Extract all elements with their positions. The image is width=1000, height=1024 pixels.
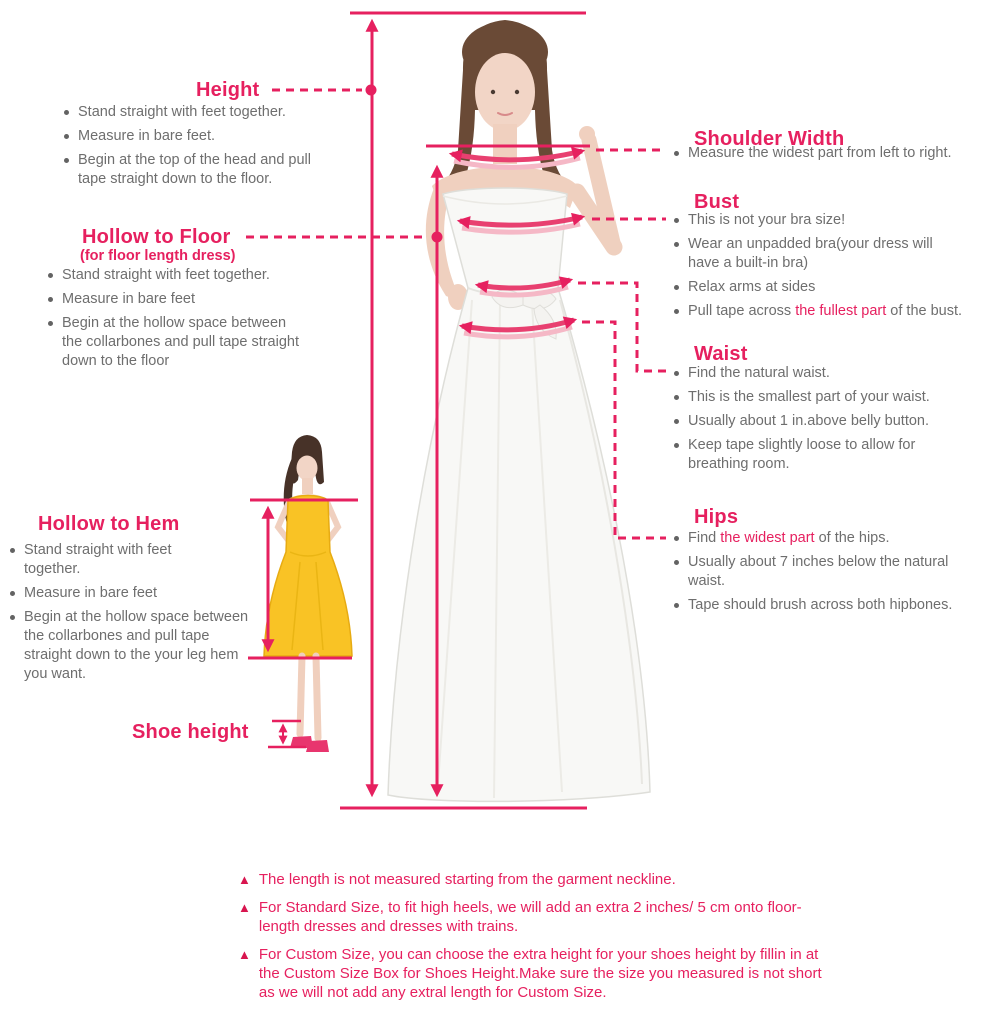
bullet-dot <box>10 591 15 596</box>
note-item <box>238 898 878 936</box>
highlighted-text: the widest part <box>720 530 815 546</box>
bullet-dot <box>674 536 679 541</box>
notes-section <box>238 870 878 1011</box>
bullet-text: of the bust. <box>886 303 963 319</box>
bullet-dot <box>48 321 53 326</box>
list-item: Wear an unpadded bra(your dress will have a built-in bra) <box>672 235 994 273</box>
list-item: Begin at the hollow space between the collarbones and pull tape straight down to the your leg hem you want. <box>8 608 260 684</box>
shoulder-width-bullets <box>672 144 994 168</box>
hips-connector <box>582 322 666 538</box>
warning-triangle-icon: ▲ <box>238 947 251 962</box>
list-item <box>672 302 994 321</box>
warning-triangle-icon: ▲ <box>238 872 251 887</box>
list-item: Find the natural waist. <box>672 364 994 383</box>
bullet-dot <box>674 419 679 424</box>
note-item <box>238 870 878 889</box>
list-item: Tape should brush across both hipbones. <box>672 596 994 615</box>
bullet-dot <box>48 273 53 278</box>
bullet-dot <box>48 297 53 302</box>
bullet-dot <box>674 309 679 314</box>
list-item: Begin at the top of the head and pull tape straight down to the floor. <box>62 151 312 189</box>
hips-arrow <box>462 320 574 330</box>
bullet-dot <box>10 548 15 553</box>
hollow-to-floor-title: Hollow to Floor <box>82 226 231 248</box>
bullet-dot <box>674 560 679 565</box>
bullet-dot <box>674 285 679 290</box>
highlighted-text: the fullest part <box>795 303 887 319</box>
bullet-dot <box>674 371 679 376</box>
bullet-dot <box>64 134 69 139</box>
warning-triangle-icon: ▲ <box>238 900 251 915</box>
bullet-dot <box>10 615 15 620</box>
model-small-figure <box>264 435 352 752</box>
list-item: Measure in bare feet. <box>62 127 312 146</box>
hips-title: Hips <box>694 506 739 528</box>
waist-connector <box>578 283 666 371</box>
note-text: For Standard Size, to fit high heels, we will add an extra 2 inches/ 5 cm onto floor-length dresses and dresses with trains. <box>258 899 802 935</box>
list-item: Begin at the hollow space between the collarbones and pull tape straight down to the floor <box>46 314 299 371</box>
bullet-dot <box>674 151 679 156</box>
note-text: The length is not measured starting from the garment neckline. <box>258 871 676 888</box>
height-bullets <box>62 103 312 194</box>
bullet-dot <box>674 603 679 608</box>
hollow-to-floor-bullets <box>46 266 299 376</box>
hollow-connector-dot <box>432 232 443 243</box>
list-item: This is the smallest part of your waist. <box>672 388 994 407</box>
bullet-dot <box>674 443 679 448</box>
shoe-height-title: Shoe height <box>132 721 249 743</box>
bullet-dot <box>64 158 69 163</box>
list-item: Stand straight with feet together. <box>8 541 260 579</box>
list-item: Stand straight with feet together. <box>62 103 312 122</box>
hollow-to-floor-subtitle: (for floor length dress) <box>80 248 236 264</box>
list-item: Relax arms at sides <box>672 278 994 297</box>
list-item: Measure in bare feet <box>8 584 260 603</box>
hollow-to-hem-title: Hollow to Hem <box>38 513 180 535</box>
note-text: For Custom Size, you can choose the extra height for your shoes height by fillin in at the Custom Size Box for Shoes Height.Make sure the size you measured is not short as we will not add any extral length for Custom Size. <box>258 946 822 1001</box>
list-item: This is not your bra size! <box>672 211 994 230</box>
list-item: Stand straight with feet together. <box>46 266 299 285</box>
height-title: Height <box>196 79 260 101</box>
hips-bullets <box>672 529 994 620</box>
waist-title: Waist <box>694 343 748 365</box>
bullet-text: of the hips. <box>814 530 890 546</box>
note-item <box>238 945 878 1002</box>
model-large-figure <box>388 20 650 801</box>
bust-arrow <box>460 217 582 225</box>
bullet-dot <box>674 395 679 400</box>
list-item: Measure in bare feet <box>46 290 299 309</box>
bullet-text: Find <box>688 530 721 546</box>
waist-arrow <box>478 280 570 288</box>
shoulder-width-title: Shoulder Width <box>694 128 845 150</box>
bullet-dot <box>674 218 679 223</box>
height-connector-dot <box>366 85 377 96</box>
bust-bullets <box>672 211 994 326</box>
list-item <box>672 529 994 548</box>
waist-bullets <box>672 364 994 479</box>
list-item: Keep tape slightly loose to allow for breathing room. <box>672 436 994 474</box>
shoulder-width-arrow <box>452 151 582 160</box>
bust-title: Bust <box>694 191 740 213</box>
list-item: Usually about 7 inches below the natural waist. <box>672 553 994 591</box>
list-item: Measure the widest part from left to right. <box>672 144 994 163</box>
list-item: Usually about 1 in.above belly button. <box>672 412 994 431</box>
bullet-dot <box>64 110 69 115</box>
bullet-text: Pull tape across <box>688 303 796 319</box>
hollow-to-hem-bullets <box>8 541 260 689</box>
bullet-dot <box>674 242 679 247</box>
